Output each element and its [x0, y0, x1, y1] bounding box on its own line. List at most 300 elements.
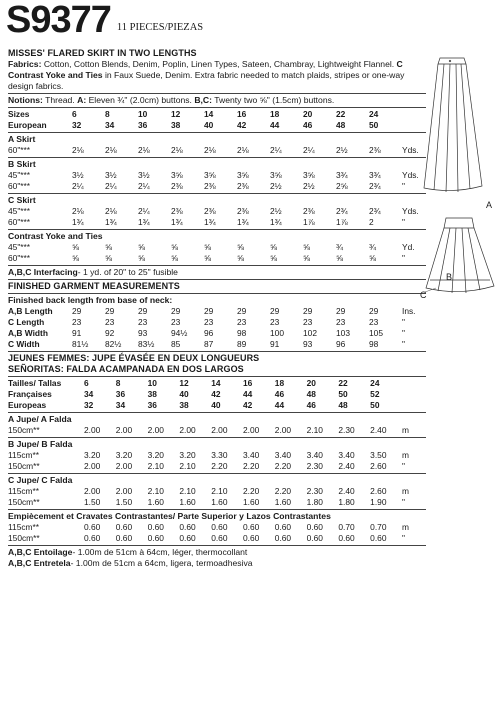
table-cell: 2⅜	[369, 145, 381, 155]
table-cell: 3.20	[179, 450, 196, 460]
table-cell: 1¾	[237, 217, 249, 227]
table-cell: 50	[338, 389, 348, 399]
table-cell: ⅝	[72, 242, 79, 252]
table-cell: 0.60	[306, 522, 323, 532]
table-cell: 0.70	[370, 522, 387, 532]
table-cell: 2⅛	[72, 206, 84, 216]
table-cell: 1.60	[274, 497, 292, 507]
table-cell: 14	[211, 378, 221, 388]
table-cell: 29	[72, 306, 82, 316]
table-cell: 3¾	[369, 170, 381, 180]
finished-title: FINISHED GARMENT MEASUREMENTS	[8, 281, 180, 291]
unit-cell: "	[402, 253, 405, 263]
table-cell: 10	[138, 109, 148, 119]
table-cell: 0.60	[147, 533, 164, 543]
row-label: 60"***	[8, 253, 31, 263]
table-cell: 0.60	[84, 533, 101, 543]
table-cell: 2⅜	[204, 181, 216, 191]
divider	[8, 132, 426, 133]
group-title: Empiècement et Cravates Contrastantes/ Parte Superior y Lazos Contrastantes	[8, 511, 331, 521]
main-column	[8, 48, 426, 569]
table-cell: 48	[306, 389, 316, 399]
metric-section	[8, 412, 426, 546]
table-cell: 3⅝	[204, 170, 216, 180]
skirt-bc-drawing	[426, 218, 494, 293]
notions-bc-label: B,C:	[194, 95, 212, 105]
fabrics-text	[8, 59, 426, 92]
table-cell: 6	[84, 378, 89, 388]
table-cell: 2.20	[211, 461, 228, 471]
table-cell: 98	[369, 339, 379, 349]
table-row	[8, 206, 426, 217]
table-cell: 2⅛	[72, 145, 84, 155]
row-label: Europeas	[8, 400, 47, 410]
table-cell: 0.60	[84, 522, 101, 532]
table-cell: 2¼	[138, 206, 150, 216]
header	[6, 0, 203, 40]
table-cell: 2.00	[211, 425, 228, 435]
table-cell: 102	[303, 328, 317, 338]
divider	[8, 279, 426, 280]
table-cell: 50	[370, 400, 380, 410]
table-cell: 3.40	[338, 450, 355, 460]
row-label: 150cm**	[8, 497, 40, 507]
table-cell: 2⅛	[138, 145, 150, 155]
table-cell: 100	[270, 328, 284, 338]
label-b: B	[446, 272, 453, 282]
table-cell: 1¾	[171, 217, 183, 227]
table-cell: 0.60	[115, 522, 133, 532]
table-cell: 89	[237, 339, 247, 349]
table-cell: 1¾	[72, 217, 84, 227]
table-row	[8, 328, 426, 339]
table-cell: 92	[105, 328, 115, 338]
table-cell: 1¾	[204, 217, 216, 227]
notions-text	[8, 95, 426, 106]
table-row	[8, 425, 426, 436]
table-cell: 2.60	[370, 486, 387, 496]
table-cell: 0.60	[242, 533, 260, 543]
table-cell: 96	[204, 328, 214, 338]
group-title: Contrast Yoke and Ties	[8, 231, 103, 241]
row-label: 45"***	[8, 242, 31, 252]
divider	[8, 93, 426, 94]
table-row	[8, 109, 426, 120]
table-cell: 1¾	[270, 217, 282, 227]
table-cell: 32	[72, 120, 82, 130]
spanish-title: SEÑORITAS: FALDA ACAMPANADA EN DOS LARGOS	[8, 364, 244, 374]
table-cell: 42	[211, 389, 221, 399]
row-label: 45"***	[8, 170, 31, 180]
table-cell: 44	[274, 400, 285, 410]
table-cell: 0.70	[338, 522, 355, 532]
table-cell: 18	[274, 378, 285, 388]
entretela-label: A,B,C Entretela	[8, 558, 71, 568]
table-cell: ⅝	[105, 242, 112, 252]
divider	[8, 351, 426, 352]
label-c: C	[420, 290, 427, 298]
table-cell: 0.60	[306, 533, 323, 543]
contrast-label: C Contrast Yoke and Ties	[8, 59, 403, 80]
unit-cell: "	[402, 533, 405, 543]
table-cell: 2½	[270, 206, 282, 216]
table-cell: 40	[204, 120, 214, 130]
table-cell: 0.60	[115, 533, 133, 543]
table-row	[8, 522, 426, 533]
table-cell: 10	[147, 378, 157, 388]
table-cell: 29	[138, 306, 148, 316]
unit-cell: m	[402, 450, 409, 460]
unit-cell: Yds.	[402, 145, 419, 155]
table-cell: 103	[336, 328, 350, 338]
table-row	[8, 486, 426, 497]
sizes-table	[8, 109, 426, 131]
row-label: 150cm**	[8, 425, 40, 435]
table-cell: 98	[237, 328, 247, 338]
unit-cell: "	[402, 461, 405, 471]
table-cell: 0.60	[242, 522, 260, 532]
table-row	[8, 389, 426, 400]
table-cell: 2¼	[138, 181, 150, 191]
table-cell: 3⅝	[171, 170, 183, 180]
yardage-table	[8, 242, 426, 264]
metric-table	[8, 450, 426, 472]
unit-cell: Ins.	[402, 306, 416, 316]
table-cell: 2.20	[274, 486, 292, 496]
divider	[8, 376, 426, 377]
interfacing-value: - 1 yd. of 20" to 25" fusible	[77, 267, 178, 277]
table-cell: 1.90	[370, 497, 387, 507]
table-cell: 22	[336, 109, 346, 119]
table-cell: 2⅝	[336, 181, 348, 191]
table-row	[8, 145, 426, 156]
table-cell: 0.60	[274, 533, 292, 543]
table-cell: 93	[303, 339, 313, 349]
table-cell: 46	[306, 400, 316, 410]
table-cell: ⅝	[204, 253, 211, 263]
table-cell: 2.00	[274, 425, 292, 435]
table-cell: ⅝	[369, 253, 376, 263]
unit-cell: "	[402, 317, 405, 327]
table-cell: 18	[270, 109, 280, 119]
table-cell: 93	[138, 328, 148, 338]
table-cell: 14	[204, 109, 214, 119]
unit-cell: "	[402, 339, 405, 349]
table-row	[8, 461, 426, 472]
table-row	[8, 306, 426, 317]
unit-cell	[402, 389, 426, 400]
table-cell: 96	[336, 339, 346, 349]
table-cell: 8	[105, 109, 110, 119]
table-cell: 2½	[336, 145, 348, 155]
table-cell: 23	[72, 317, 82, 327]
metric-table	[8, 522, 426, 544]
table-cell: 6	[72, 109, 77, 119]
unit-cell: Yd.	[402, 242, 415, 252]
table-cell: 23	[369, 317, 379, 327]
table-cell: 2.00	[147, 425, 164, 435]
table-cell: 2¾	[369, 181, 381, 191]
table-cell: 2½	[303, 181, 315, 191]
table-cell: 20	[306, 378, 316, 388]
entoilage-text	[8, 547, 426, 558]
french-title: JEUNES FEMMES: JUPE ÉVASÉE EN DEUX LONGUEURS	[8, 353, 260, 363]
table-cell: 1.60	[179, 497, 196, 507]
table-cell: 0.60	[179, 533, 196, 543]
table-cell: ⅝	[171, 253, 178, 263]
table-cell: 2.10	[306, 425, 323, 435]
table-cell: ⅝	[105, 253, 112, 263]
table-cell: 2.00	[115, 486, 133, 496]
table-cell: 23	[138, 317, 148, 327]
table-cell: ¾	[336, 242, 343, 252]
table-cell: 2.10	[147, 486, 164, 496]
table-cell: 2¾	[369, 206, 381, 216]
table-cell: 1⅞	[303, 217, 315, 227]
table-cell: 23	[270, 317, 280, 327]
table-cell: ⅝	[270, 242, 277, 252]
table-cell: 1.60	[242, 497, 260, 507]
row-label: 150cm**	[8, 461, 40, 471]
table-row	[8, 242, 426, 253]
table-row	[8, 120, 426, 131]
table-row	[8, 497, 426, 508]
row-label: 60"***	[8, 217, 31, 227]
table-cell: 2⅜	[171, 206, 183, 216]
row-label: European	[8, 120, 47, 130]
table-cell: 2.10	[147, 461, 164, 471]
table-cell: 46	[274, 389, 285, 399]
table-cell: 23	[237, 317, 247, 327]
entretela-value: - 1.00m de 51cm a 64cm, ligera, termoadhesiva	[70, 558, 253, 568]
table-cell: 2.10	[179, 461, 196, 471]
table-cell: 1.80	[306, 497, 323, 507]
table-cell: 2	[369, 217, 374, 227]
table-cell: ⅝	[237, 242, 244, 252]
table-cell: 2.60	[370, 461, 387, 471]
table-cell: 3.40	[242, 450, 260, 460]
notions-a-label: A:	[77, 95, 87, 105]
table-cell: 42	[242, 400, 253, 410]
group-title: C Skirt	[8, 195, 36, 205]
unit-cell: "	[402, 497, 405, 507]
row-label: 150cm**	[8, 533, 40, 543]
table-cell: ¾	[369, 242, 376, 252]
group-title: B Jupe/ B Falda	[8, 439, 73, 449]
table-cell: 3¾	[336, 170, 348, 180]
table-cell: 3.40	[274, 450, 292, 460]
table-cell: ⅝	[72, 253, 79, 263]
yardage-section	[8, 132, 426, 266]
unit-cell: m	[402, 486, 409, 496]
row-label: C Width	[8, 339, 40, 349]
table-cell: 34	[84, 389, 94, 399]
table-cell: 23	[204, 317, 214, 327]
notions-label: Notions:	[8, 95, 43, 105]
table-cell: 1.50	[84, 497, 101, 507]
table-cell: 2.00	[84, 486, 101, 496]
table-cell: 1.50	[115, 497, 133, 507]
table-row	[8, 450, 426, 461]
table-cell: 2.30	[306, 486, 323, 496]
unit-cell: "	[402, 328, 405, 338]
table-cell: 0.60	[147, 522, 164, 532]
unit-cell	[402, 400, 426, 411]
divider	[8, 473, 426, 474]
table-cell: 16	[237, 109, 247, 119]
table-cell: 3½	[72, 170, 84, 180]
row-label: A,B Length	[8, 306, 53, 316]
table-cell: ⅝	[138, 253, 145, 263]
table-cell: ⅝	[303, 242, 310, 252]
table-row	[8, 181, 426, 192]
row-label: 115cm**	[8, 522, 40, 532]
table-cell: 2⅜	[303, 206, 315, 216]
unit-cell: m	[402, 522, 409, 532]
table-cell: 2.20	[242, 461, 260, 471]
skirt-a-drawing	[424, 58, 482, 192]
divider	[8, 157, 426, 158]
table-cell: ⅝	[138, 242, 145, 252]
table-cell: 2⅛	[105, 145, 117, 155]
unit-cell: Yds.	[402, 170, 419, 180]
table-cell: 32	[84, 400, 94, 410]
table-cell: 3⅝	[237, 170, 249, 180]
row-label: 60"***	[8, 145, 31, 155]
table-cell: 24	[370, 378, 380, 388]
row-label: Françaises	[8, 389, 52, 399]
finished-subtitle: Finished back length from base of neck:	[8, 295, 173, 305]
table-cell: 3.40	[306, 450, 323, 460]
table-cell: ⅝	[204, 242, 211, 252]
table-cell: 24	[369, 109, 379, 119]
notions-bc-text: Twenty two ⅝" (1.5cm) buttons.	[212, 95, 335, 105]
row-label: 60"***	[8, 181, 31, 191]
table-cell: 3.20	[115, 450, 133, 460]
table-cell: 40	[179, 389, 189, 399]
table-cell: 2.10	[211, 486, 228, 496]
row-label: C Length	[8, 317, 45, 327]
divider	[8, 412, 426, 413]
table-cell: 46	[303, 120, 313, 130]
table-cell: 2.10	[179, 486, 196, 496]
fabrics-contrast-text: in Faux Suede, Denim. Extra fabric needed to match plaids, stripes or one-way design fabrics.	[8, 70, 405, 91]
table-cell: 81½	[72, 339, 89, 349]
table-cell: 82½	[105, 339, 122, 349]
notions-thread: Thread.	[42, 95, 78, 105]
table-cell: 42	[237, 120, 247, 130]
table-cell: 29	[171, 306, 181, 316]
table-cell: 48	[336, 120, 346, 130]
table-cell: 2¼	[72, 181, 84, 191]
table-cell: 2.00	[115, 425, 133, 435]
table-cell: 1.80	[338, 497, 355, 507]
row-label: A,B Width	[8, 328, 48, 338]
table-row	[8, 317, 426, 328]
table-cell: 12	[171, 109, 181, 119]
table-cell: 2⅜	[171, 181, 183, 191]
table-cell: 83½	[138, 339, 155, 349]
metric-table	[8, 486, 426, 508]
table-cell: ⅝	[237, 253, 244, 263]
table-cell: 2⅛	[237, 145, 249, 155]
table-cell: 29	[336, 306, 346, 316]
table-cell: 2½	[270, 181, 282, 191]
table-row	[8, 533, 426, 544]
label-a: A	[486, 200, 493, 210]
table-cell: 29	[270, 306, 280, 316]
table-cell: 23	[105, 317, 115, 327]
table-cell: 2⅜	[237, 206, 249, 216]
table-cell: 44	[270, 120, 280, 130]
divider	[8, 265, 426, 266]
table-cell: 22	[338, 378, 348, 388]
table-cell: 0.60	[211, 533, 228, 543]
table-cell: 38	[179, 400, 189, 410]
divider	[8, 545, 426, 546]
table-row	[8, 339, 426, 350]
pattern-code: S9377	[6, 0, 111, 41]
table-cell: 2⅛	[105, 206, 117, 216]
table-cell: 2¼	[105, 181, 117, 191]
row-label: 45"***	[8, 206, 31, 216]
table-row	[8, 400, 426, 411]
table-cell: 2¼	[270, 145, 282, 155]
table-cell: ⅝	[270, 253, 277, 263]
row-label: Tailles/ Tallas	[8, 378, 62, 388]
table-cell: 44	[242, 389, 253, 399]
table-cell: ⅝	[171, 242, 178, 252]
skirt-illustrations	[420, 48, 501, 298]
table-row	[8, 253, 426, 264]
table-cell: 3⅝	[303, 170, 315, 180]
table-cell: 36	[138, 120, 148, 130]
table-cell: 12	[179, 378, 189, 388]
table-cell: 91	[270, 339, 280, 349]
yardage-table	[8, 145, 426, 156]
unit-cell	[402, 378, 426, 389]
table-cell: 29	[204, 306, 214, 316]
divider	[8, 107, 426, 108]
divider	[8, 193, 426, 194]
table-cell: 2.40	[338, 461, 355, 471]
pieces-count: 11 PIECES/PIEZAS	[116, 22, 204, 33]
table-cell: 2⅜	[204, 206, 216, 216]
group-title: B Skirt	[8, 159, 36, 169]
table-cell: 3½	[138, 170, 150, 180]
table-cell: 29	[369, 306, 379, 316]
table-cell: 85	[171, 339, 181, 349]
table-cell: 34	[115, 400, 126, 410]
fr-sizes-table	[8, 378, 426, 411]
row-label: 115cm**	[8, 450, 40, 460]
table-cell: 2¾	[336, 206, 348, 216]
table-cell: 2⅜	[237, 181, 249, 191]
table-cell: 1⅞	[336, 217, 348, 227]
table-cell: 105	[369, 328, 383, 338]
english-title: MISSES' FLARED SKIRT IN TWO LENGTHS	[8, 48, 197, 58]
table-cell: 3⅝	[270, 170, 282, 180]
yardage-table	[8, 170, 426, 192]
group-title: A Jupe/ A Falda	[8, 414, 72, 424]
table-cell: 3.20	[147, 450, 164, 460]
metric-table	[8, 425, 426, 436]
table-cell: 2.20	[274, 461, 292, 471]
table-cell: 2.00	[84, 461, 101, 471]
table-cell: 23	[336, 317, 346, 327]
table-cell: 3.30	[211, 450, 228, 460]
table-cell: 38	[171, 120, 181, 130]
